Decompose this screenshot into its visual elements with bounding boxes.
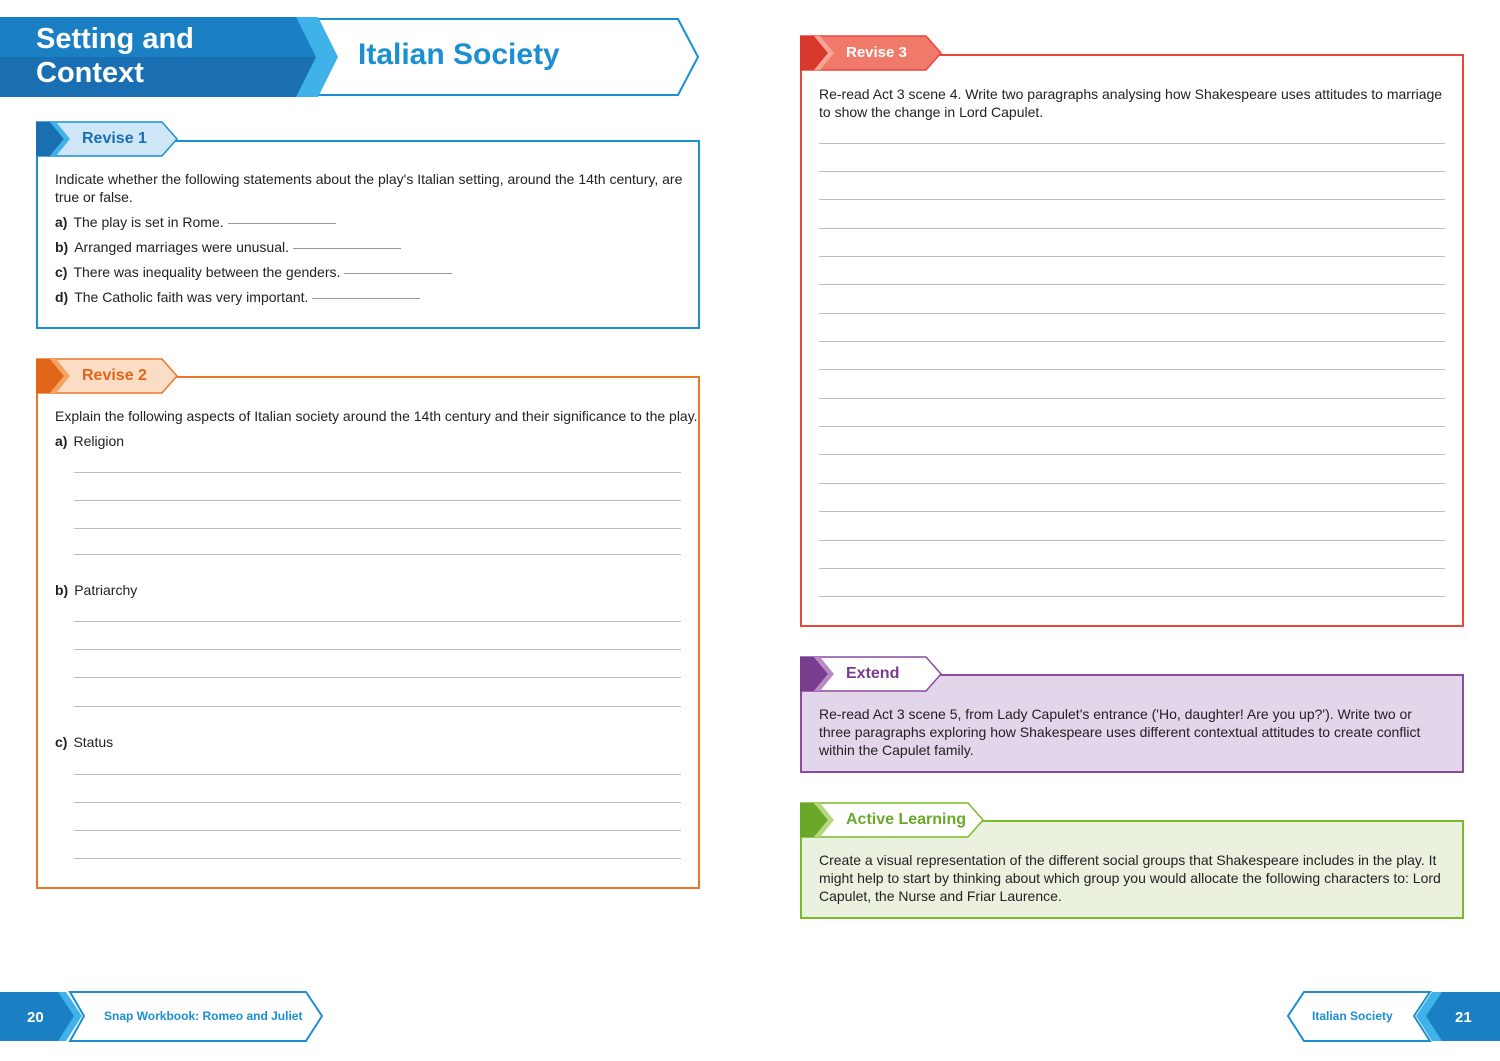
answer-blank[interactable] bbox=[293, 248, 401, 249]
revise2-box bbox=[36, 376, 700, 889]
writing-line[interactable] bbox=[74, 472, 681, 473]
footer-book-title: Snap Workbook: Romeo and Juliet bbox=[104, 1009, 303, 1023]
revise1-item-b: b) Arranged marriages were unusual. bbox=[55, 238, 401, 256]
revise2-label: Revise 2 bbox=[82, 367, 147, 384]
writing-line[interactable] bbox=[74, 528, 681, 529]
writing-line[interactable] bbox=[819, 483, 1445, 484]
revise2-item-b: b) Patriarchy bbox=[55, 582, 138, 598]
footer-section-title: Italian Society bbox=[1312, 1009, 1393, 1023]
writing-line[interactable] bbox=[74, 774, 681, 775]
extend-text: Re-read Act 3 scene 5, from Lady Capulet's entrance ('Ho, daughter! Are you up?'). Write two or three paragraphs exploring how Shakespeare uses different contextual attitudes to create conflict within the Capulet family. bbox=[819, 706, 1421, 758]
footer-page-number-right: 21 bbox=[1455, 1009, 1472, 1026]
revise1-label: Revise 1 bbox=[82, 130, 147, 147]
writing-line[interactable] bbox=[819, 454, 1445, 455]
revise3-box bbox=[800, 54, 1464, 627]
writing-line[interactable] bbox=[819, 511, 1445, 512]
writing-line[interactable] bbox=[74, 802, 681, 803]
writing-line[interactable] bbox=[819, 426, 1445, 427]
footer-page-number-left: 20 bbox=[27, 1009, 44, 1026]
revise2-instruction: Explain the following aspects of Italian society around the 14th century and their significance to the play. bbox=[55, 408, 698, 424]
extend-label: Extend bbox=[846, 665, 900, 682]
writing-line[interactable] bbox=[819, 341, 1445, 342]
revise2-item-a: a) Religion bbox=[55, 433, 125, 449]
writing-line[interactable] bbox=[74, 554, 681, 555]
active-learning-text: Create a visual representation of the different social groups that Shakespeare includes in the play. It might help to start by thinking about which group you would allocate the following characters to: Lord Capulet, the Nurse and Friar Laurence. bbox=[819, 852, 1441, 904]
writing-line[interactable] bbox=[74, 858, 681, 859]
revise1-item-c: c) There was inequality between the genders. bbox=[55, 263, 452, 281]
revise1-item-a: a) The play is set in Rome. bbox=[55, 213, 336, 231]
writing-line[interactable] bbox=[819, 171, 1445, 172]
revise1-item-d: d) The Catholic faith was very important. bbox=[55, 288, 420, 306]
writing-line[interactable] bbox=[819, 568, 1445, 569]
answer-blank[interactable] bbox=[228, 223, 336, 224]
writing-line[interactable] bbox=[819, 284, 1445, 285]
writing-line[interactable] bbox=[819, 398, 1445, 399]
section-title: Setting and Context bbox=[36, 23, 194, 89]
revise1-box bbox=[36, 140, 700, 329]
writing-line[interactable] bbox=[74, 830, 681, 831]
answer-blank[interactable] bbox=[344, 273, 452, 274]
writing-line[interactable] bbox=[819, 256, 1445, 257]
revise3-label: Revise 3 bbox=[846, 44, 907, 61]
writing-line[interactable] bbox=[819, 540, 1445, 541]
writing-line[interactable] bbox=[819, 143, 1445, 144]
writing-line[interactable] bbox=[74, 677, 681, 678]
writing-line[interactable] bbox=[819, 313, 1445, 314]
writing-line[interactable] bbox=[819, 199, 1445, 200]
writing-line[interactable] bbox=[74, 500, 681, 501]
page-title: Italian Society bbox=[358, 38, 560, 71]
writing-line[interactable] bbox=[74, 649, 681, 650]
writing-line[interactable] bbox=[74, 706, 681, 707]
revise3-instruction: Re-read Act 3 scene 4. Write two paragraphs analysing how Shakespeare uses attitudes to marriage to show the change in Lord Capulet. bbox=[819, 86, 1443, 120]
revise1-instruction: Indicate whether the following statements about the play's Italian setting, around the 14th century, are true or false. bbox=[55, 171, 683, 205]
active-learning-label: Active Learning bbox=[846, 811, 967, 828]
writing-line[interactable] bbox=[819, 228, 1445, 229]
writing-line[interactable] bbox=[74, 621, 681, 622]
answer-blank[interactable] bbox=[312, 298, 420, 299]
revise2-item-c: c) Status bbox=[55, 734, 114, 750]
writing-line[interactable] bbox=[819, 596, 1445, 597]
writing-line[interactable] bbox=[819, 369, 1445, 370]
